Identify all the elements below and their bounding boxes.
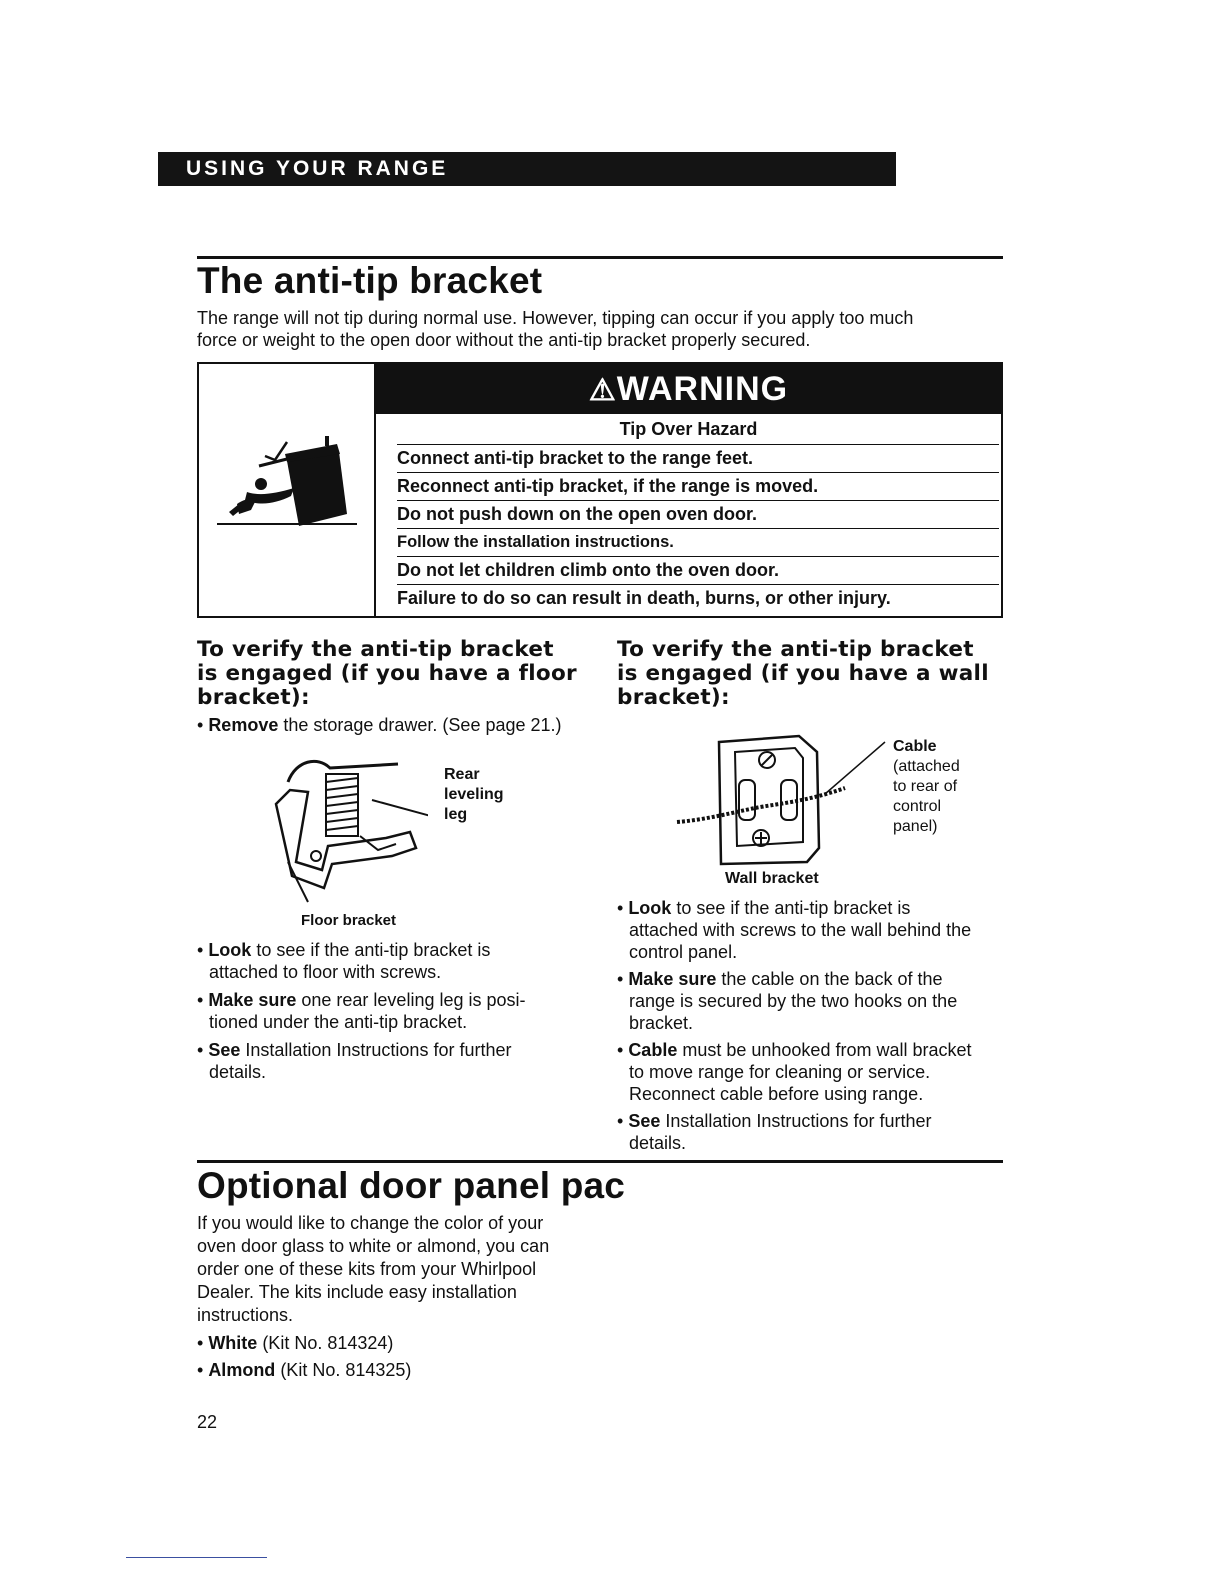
warning-line-6: Failure to do so can result in death, burns, or other injury. xyxy=(397,588,891,608)
section-rule xyxy=(197,256,1003,259)
warning-box xyxy=(197,362,1003,618)
floor-heading-line3: bracket): xyxy=(197,685,310,710)
warning-separator xyxy=(397,472,999,473)
cable-note-1: (attached xyxy=(893,758,960,775)
floor-bullet-list xyxy=(197,939,587,1083)
floor-bracket-caption: Floor bracket xyxy=(301,912,397,929)
fig-label-rear: Rear xyxy=(444,766,480,783)
floor-bracket-illustration xyxy=(268,752,428,912)
wall-bracket-illustration xyxy=(675,730,895,870)
door-panel-line: If you would like to change the color of your xyxy=(197,1213,544,1233)
page-number: 22 xyxy=(197,1412,218,1432)
wall-bullet: • Make sure the cable on the back of the range is secured by the two hooks on the bracket. xyxy=(617,969,958,1033)
cable-label: Cable xyxy=(893,738,937,755)
wall-heading-line2: is engaged (if you have a wall xyxy=(617,661,989,686)
door-panel-line: Dealer. The kits include easy installation xyxy=(197,1282,517,1302)
fig-label-leg: leg xyxy=(444,806,468,823)
wall-bullet: • Cable must be unhooked from wall bracket to move range for cleaning or service. Reconnect cable before using range. xyxy=(617,1040,972,1104)
floor-bullet: • Make sure one rear leveling leg is posi- tioned under the anti-tip bracket. xyxy=(197,990,526,1032)
warning-heading-text: WARNING xyxy=(616,370,789,408)
door-panel-line: instructions. xyxy=(197,1305,294,1325)
cable-note-2: to rear of xyxy=(893,778,958,795)
kit-item-white: • White (Kit No. 814324) xyxy=(197,1333,394,1353)
wall-bullet: • Look to see if the anti-tip bracket is attached with screws to the wall behind the control panel. xyxy=(617,898,972,962)
wall-bullet: • See Installation Instructions for further details. xyxy=(617,1111,932,1153)
cable-note-4: panel) xyxy=(893,818,938,835)
warning-heading xyxy=(376,364,1001,414)
section-title: USING YOUR RANGE xyxy=(186,157,449,180)
tip-over-illustration xyxy=(199,364,376,616)
floor-bullet: • Look to see if the anti-tip bracket is attached to floor with screws. xyxy=(197,940,491,982)
warning-line-3: Do not push down on the open oven door. xyxy=(397,504,757,524)
anti-tip-intro-line2: force or weight to the open door without the anti-tip bracket properly secured. xyxy=(197,330,811,350)
floor-heading-line1: To verify the anti-tip bracket xyxy=(197,637,554,662)
kit-item-almond: • Almond (Kit No. 814325) xyxy=(197,1360,412,1380)
anti-tip-title: The anti-tip bracket xyxy=(197,260,543,301)
warning-line-4: Follow the installation instructions. xyxy=(397,533,674,551)
door-panel-line: order one of these kits from your Whirlpool xyxy=(197,1259,537,1279)
section-rule xyxy=(197,1160,1003,1163)
cable-note-3: control xyxy=(893,798,942,815)
remove-drawer-step: • Remove the storage drawer. (See page 21.) xyxy=(197,715,562,735)
child-climbing-range-icon xyxy=(199,364,374,616)
door-panel-title: Optional door panel pac xyxy=(197,1165,626,1206)
wall-heading-line3: bracket): xyxy=(617,685,730,710)
warning-separator xyxy=(397,528,999,529)
floor-heading-line2: is engaged (if you have a floor xyxy=(197,661,577,686)
warning-line-1: Connect anti-tip bracket to the range feet. xyxy=(397,448,754,468)
door-panel-line: oven door glass to white or almond, you can xyxy=(197,1236,550,1256)
warning-triangle-icon: ⚠ xyxy=(588,374,617,407)
warning-separator xyxy=(397,584,999,585)
hazard-title: Tip Over Hazard xyxy=(619,419,758,439)
warning-line-2: Reconnect anti-tip bracket, if the range is moved. xyxy=(397,476,819,496)
section-header-bar xyxy=(158,152,896,186)
warning-line-5: Do not let children climb onto the oven door. xyxy=(397,560,780,580)
footer-rule xyxy=(126,1557,267,1558)
warning-separator xyxy=(397,444,999,445)
wall-bracket-caption: Wall bracket xyxy=(725,870,819,887)
wall-heading-line1: To verify the anti-tip bracket xyxy=(617,637,974,662)
warning-separator xyxy=(397,556,999,557)
warning-separator xyxy=(397,500,999,501)
floor-bullet: • See Installation Instructions for further details. xyxy=(197,1040,512,1082)
fig-label-leveling: leveling xyxy=(444,786,504,803)
anti-tip-intro-line1: The range will not tip during normal use. However, tipping can occur if you apply too much xyxy=(197,308,914,328)
door-panel-body xyxy=(197,1212,617,1381)
wall-bullet-list xyxy=(617,897,1017,1154)
